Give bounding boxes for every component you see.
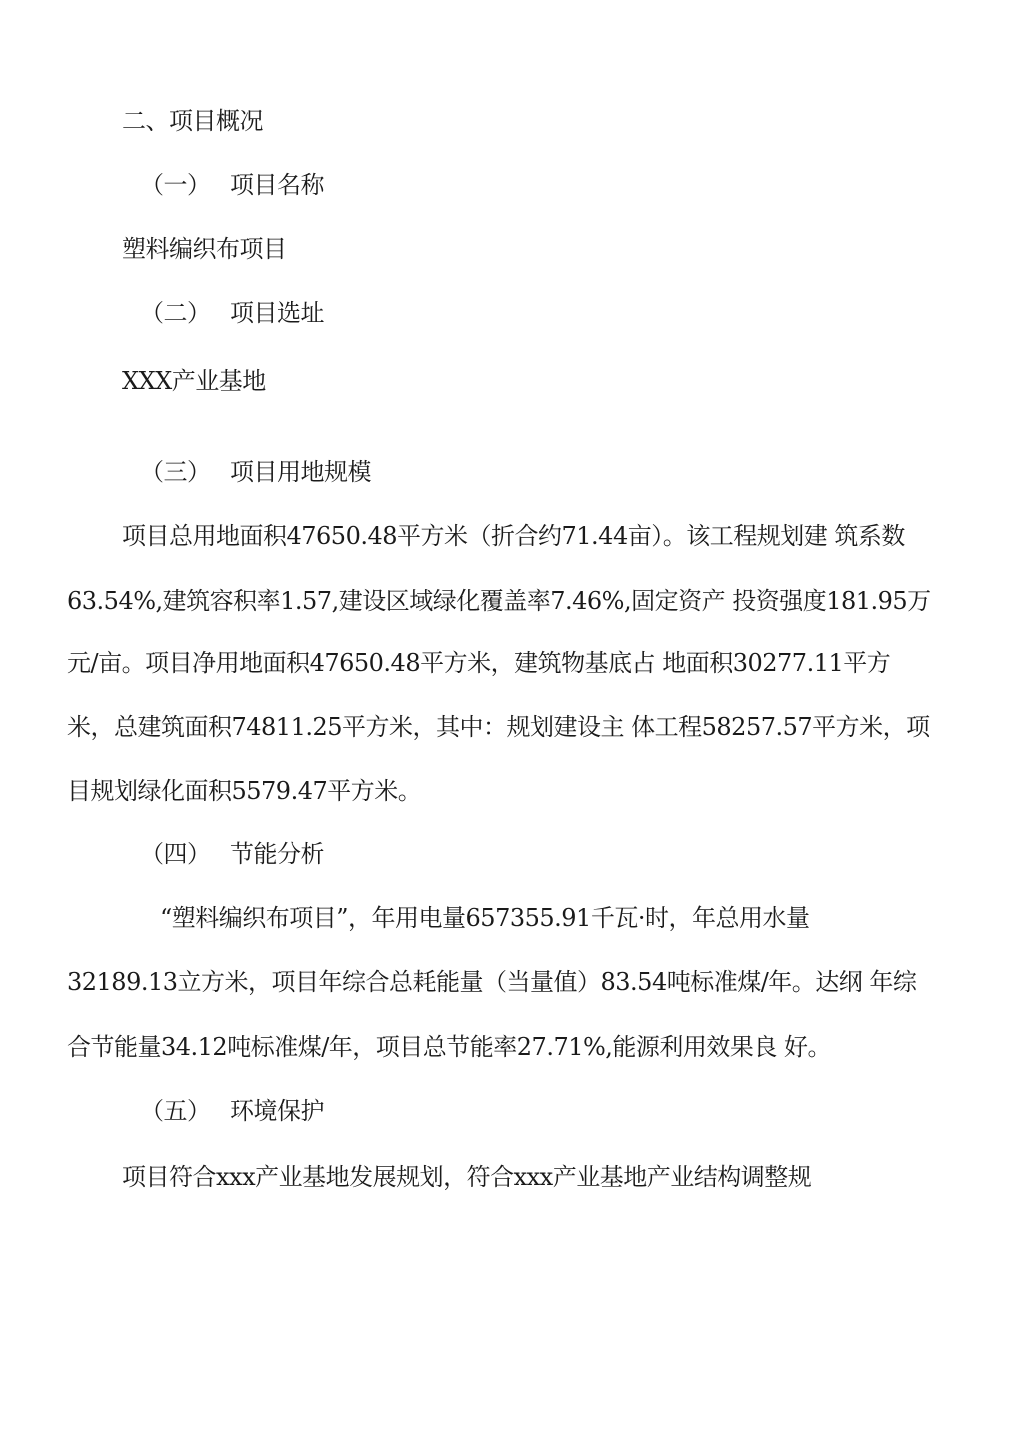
subsection-number: （四） — [140, 840, 211, 868]
subsection-title: 项目名称 — [230, 171, 324, 199]
subsection-number: （三） — [140, 458, 211, 486]
project-name-text: 塑料编织布项目 — [122, 235, 287, 263]
subsection-heading-3 — [140, 457, 371, 487]
paragraph-line: 目规划绿化面积5579.47平方米。 — [67, 777, 422, 805]
project-location-text: XXX产业基地 — [122, 367, 266, 395]
subsection-number: （二） — [140, 299, 211, 327]
subsection-heading-5 — [140, 1096, 324, 1126]
subsection-heading-2 — [140, 298, 324, 328]
section-heading: 二、项目概况 — [122, 107, 263, 135]
paragraph-line: 项目总用地面积47650.48平方米（折合约71.44亩）。该工程规划建 筑系数 — [122, 522, 905, 550]
paragraph-line: 合节能量34.12吨标准煤/年，项目总节能率27.71%,能源利用效果良 好。 — [67, 1033, 832, 1061]
subsection-heading-4 — [140, 839, 324, 869]
subsection-title: 项目选址 — [230, 299, 324, 327]
subsection-number: （五） — [140, 1097, 211, 1125]
paragraph-line: 63.54%,建筑容积率1.57,建设区域绿化覆盖率7.46%,固定资产 投资强度181.95万 — [67, 587, 931, 615]
subsection-number: （一） — [140, 171, 211, 199]
subsection-title: 项目用地规模 — [230, 458, 371, 486]
subsection-heading-1 — [140, 170, 324, 200]
paragraph-line: 米，总建筑面积74811.25平方米，其中：规划建设主 体工程58257.57平方米，项 — [67, 713, 930, 741]
subsection-title: 节能分析 — [230, 840, 324, 868]
paragraph-line: 32189.13立方米，项目年综合总耗能量（当量值）83.54吨标准煤/年。达纲 年综 — [67, 968, 917, 996]
paragraph-line: 元/亩。项目净用地面积47650.48平方米，建筑物基底占 地面积30277.11平方 — [67, 649, 891, 677]
subsection-title: 环境保护 — [230, 1097, 324, 1125]
paragraph-line: “塑料编织布项目”，年用电量657355.91千瓦·时，年总用水量 — [160, 904, 810, 932]
paragraph-line: 项目符合xxx产业基地发展规划，符合xxx产业基地产业结构调整规 — [122, 1163, 812, 1191]
